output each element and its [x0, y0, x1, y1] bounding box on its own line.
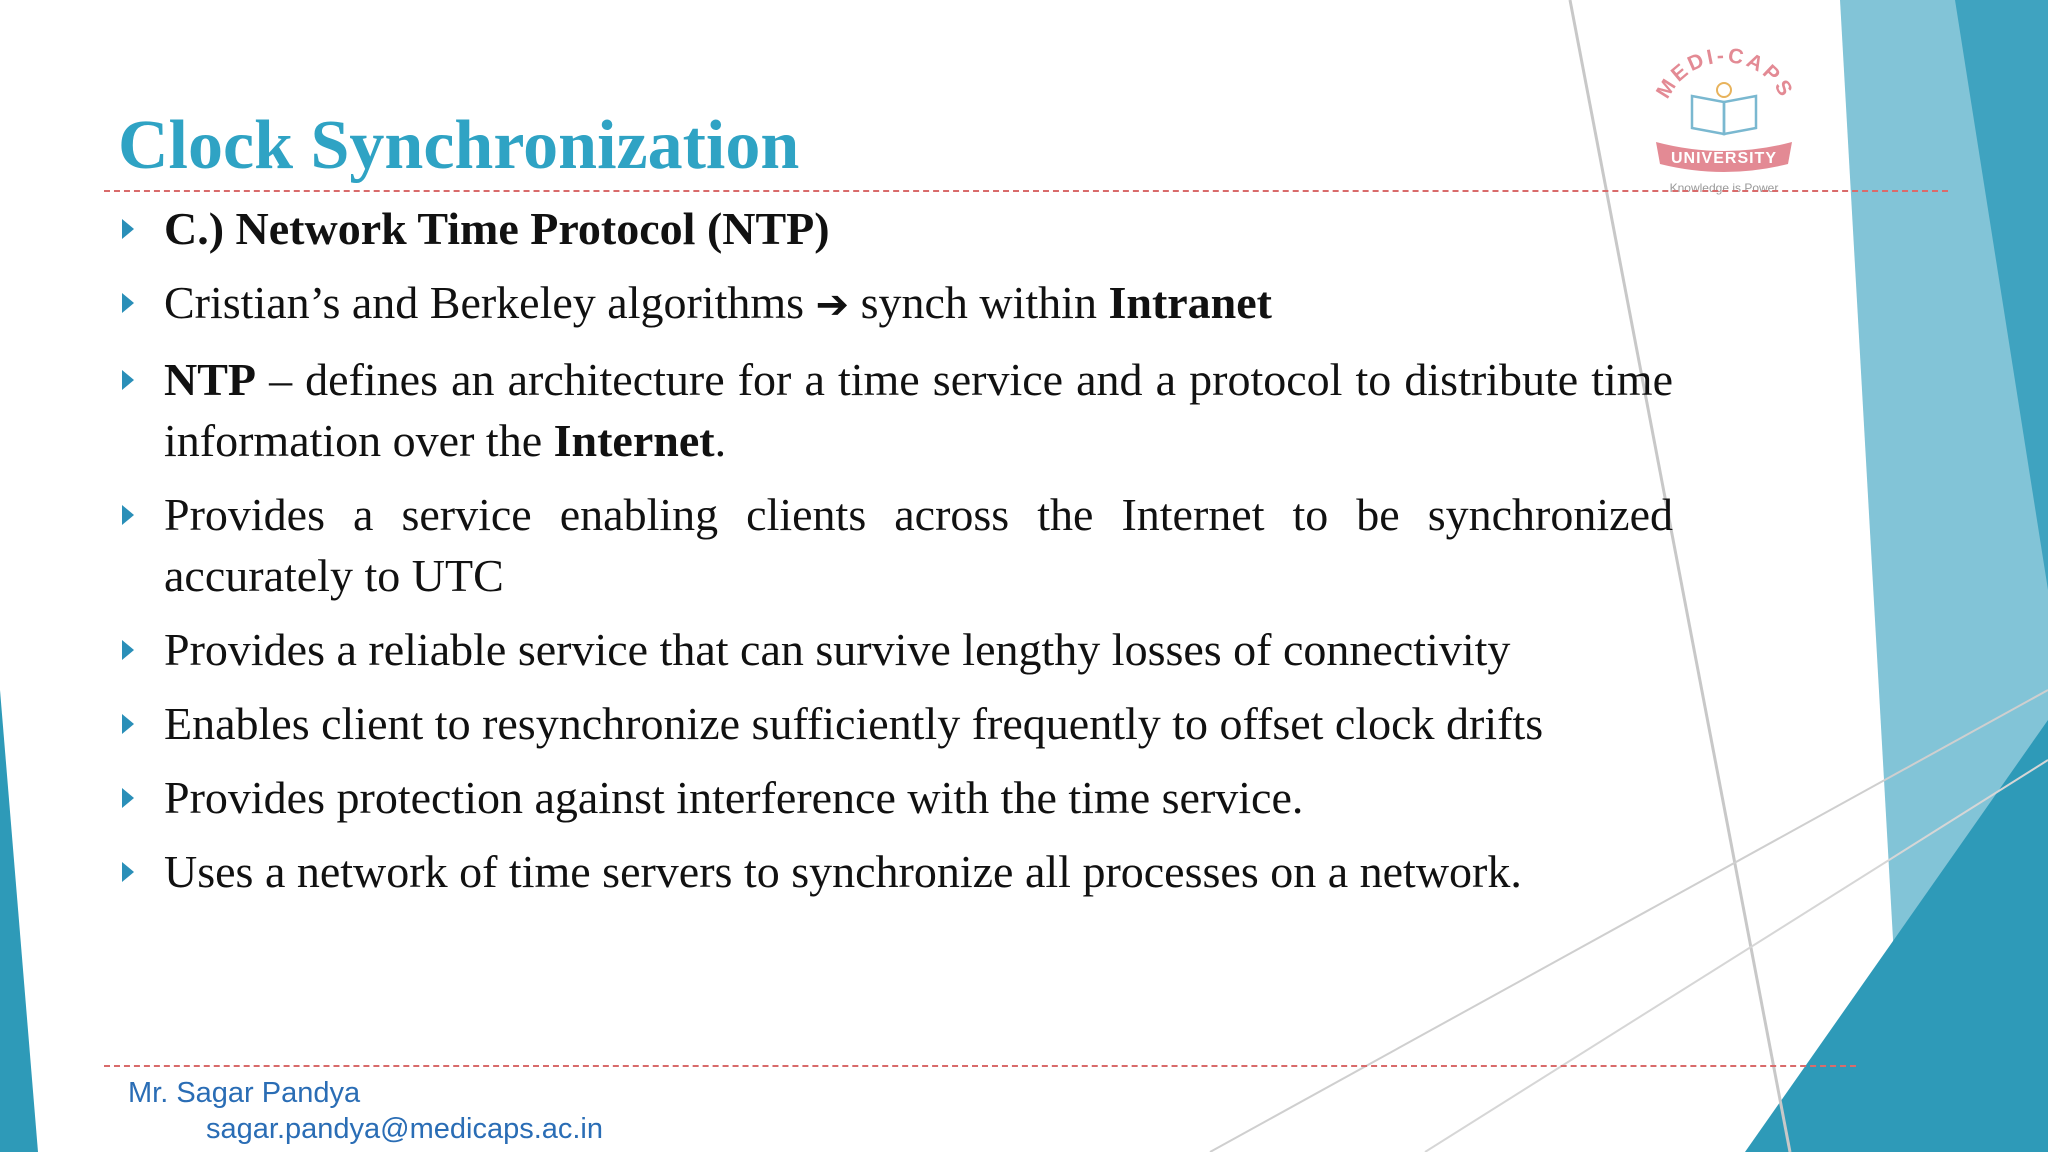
bullet-bold-text: Internet	[553, 415, 715, 466]
bullet-item	[118, 198, 1673, 259]
left-edge-triangle	[0, 690, 38, 1152]
bullet-item	[118, 767, 1673, 828]
bullet-item	[118, 484, 1673, 606]
bullet-item	[118, 272, 1673, 336]
bullet-item	[118, 349, 1673, 471]
footer-author: Mr. Sagar Pandya	[128, 1077, 361, 1109]
bullet-text: Provides a service enabling clients across the Internet to be synchronized accurately to UTC	[164, 489, 1673, 601]
university-logo	[1620, 30, 1830, 200]
logo-name-text: MEDI-CAPS	[1651, 44, 1799, 103]
bullet-arrow-icon	[122, 640, 134, 660]
bullet-item	[118, 841, 1673, 902]
bullet-text: Provides protection against interference with the time service.	[164, 772, 1304, 823]
bullet-text: Enables client to resynchronize sufficiently frequently to offset clock drifts	[164, 698, 1544, 749]
logo-tagline: Knowledge is Power	[1669, 181, 1779, 195]
bullet-arrow-icon	[122, 293, 134, 313]
bullet-arrow-icon	[122, 788, 134, 808]
bullet-bold-text: NTP	[164, 354, 256, 405]
bullet-text: – defines an architecture for a time service and a protocol to distribute time information over the	[164, 354, 1673, 466]
bullet-arrow-icon	[122, 714, 134, 734]
bullet-arrow-icon	[122, 370, 134, 390]
bullet-arrow-icon	[122, 219, 134, 239]
bullet-bold-text: Intranet	[1108, 277, 1272, 328]
bullet-text: synch within	[849, 277, 1109, 328]
bullet-arrow-icon	[122, 505, 134, 525]
right-arrow-icon: ➔	[815, 282, 850, 328]
bullet-text: Uses a network of time servers to synchronize all processes on a network.	[164, 846, 1522, 897]
bullet-text: Provides a reliable service that can survive lengthy losses of connectivity	[164, 624, 1511, 675]
bullet-item	[118, 619, 1673, 680]
footer-email: sagar.pandya@medicaps.ac.in	[206, 1113, 604, 1145]
open-book-icon	[1692, 83, 1756, 134]
bullet-arrow-icon	[122, 862, 134, 882]
title-divider	[104, 190, 1948, 192]
bullet-text: Cristian’s and Berkeley algorithms	[164, 277, 816, 328]
bullet-bold-text: C.) Network Time Protocol (NTP)	[164, 203, 830, 254]
slide-title: Clock Synchronization	[118, 107, 800, 184]
bullet-item	[118, 693, 1673, 754]
bullet-list	[118, 198, 1673, 902]
footer-divider	[104, 1065, 1856, 1067]
logo-banner-text: UNIVERSITY	[1670, 150, 1778, 167]
bullet-text: .	[714, 415, 727, 466]
